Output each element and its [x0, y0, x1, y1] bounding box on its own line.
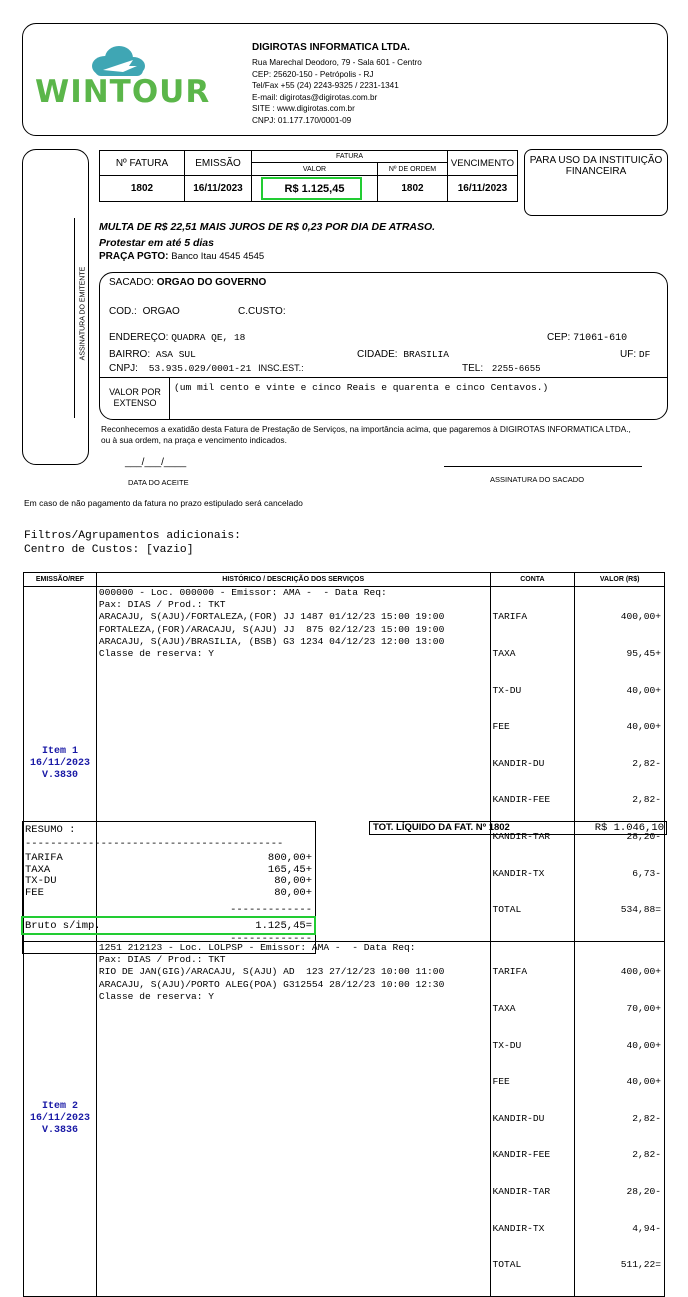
desc-line: 000000 - Loc. 000000 - Emissor: AMA - - Data Req: [98, 587, 387, 598]
sacado-name: ORGAO DO GOVERNO [156, 277, 267, 288]
insc-label: INSC.EST.: [258, 363, 304, 373]
resumo-row-label: TARIFA [25, 852, 63, 864]
emitente-signature-line [74, 218, 75, 418]
value: 2,82- [632, 1112, 661, 1124]
extenso-divider [100, 377, 667, 378]
endereco-label: ENDEREÇO: [109, 332, 169, 343]
account: TX-DU [492, 684, 522, 696]
uf-label: UF: [620, 349, 637, 360]
company-info [252, 57, 422, 127]
value: 95,45+ [626, 648, 661, 660]
desc-line: FORTALEZA,(FOR)/ARACAJU, S(AJU) JJ 875 02/12/23 15:00 19:00 [98, 623, 445, 635]
value: 40,00+ [626, 1076, 661, 1088]
company-site: SITE : www.digirotas.com.br [252, 104, 355, 114]
sacado-label: SACADO: [109, 277, 155, 288]
table-header [24, 573, 665, 587]
account: TARIFA [492, 966, 528, 978]
resumo-row [25, 876, 312, 888]
bruto-highlight [21, 916, 316, 935]
total-liquido-box [369, 821, 667, 835]
resumo-row-value: 800,00+ [267, 852, 312, 864]
item-accounts [490, 587, 575, 942]
resumo-row [25, 853, 312, 865]
company-address: Rua Marechal Deodoro, 79 - Sala 601 - Centro [252, 58, 422, 67]
resumo-row-label: TAXA [25, 863, 51, 876]
account: KANDIR-FEE [492, 1149, 551, 1161]
value-highlight [261, 177, 362, 200]
bairro-value: ASA SUL [155, 349, 196, 360]
extenso-label: VALOR POR EXTENSO [109, 387, 161, 408]
invoice-value: R$ 1.125,45 [251, 175, 378, 202]
logo-text: WINTOUR [35, 74, 211, 110]
cancel-notice: Em caso de não pagamento da fatura no prazo estipulado será cancelado [24, 498, 303, 508]
cod-label: COD.: [109, 306, 137, 317]
account: KANDIR-TAR [492, 1185, 551, 1197]
cidade-value: BRASILIA [403, 349, 449, 360]
reconhecemos-text: Reconhecemos a exatidão desta Fatura de Prestação de Serviços, na importância acima, que pagaremos à DIGIROTAS INFORMATICA LTDA., ou à sua ordem, na praça e vencimento indicados. [101, 424, 631, 445]
account: FEE [492, 1076, 510, 1088]
desc-line: ARACAJU, S(AJU)/FORTALEZA,(FOR) JJ 1487 01/12/23 15:00 19:00 [98, 611, 445, 623]
account: KANDIR-DU [492, 757, 545, 769]
desc-line: Classe de reserva: Y [98, 990, 215, 1002]
col-emissao-header: EMISSÃO [184, 150, 252, 176]
value: 40,00+ [626, 684, 661, 696]
resumo-row-label: FEE [25, 886, 44, 899]
desc-line: 1251 212123 - Loc. LOLPSP - Emissor: AMA - - Data Req: [98, 941, 416, 953]
bruto-label: Bruto s/imp. [25, 920, 101, 932]
account: TOTAL [492, 904, 522, 916]
resumo-row [25, 888, 312, 900]
sacado-cnpj [109, 363, 304, 374]
col-numero-header: Nº FATURA [99, 150, 185, 176]
desc-line: RIO DE JAN(GIG)/ARACAJU, S(AJU) AD 123 27/12/23 10:00 11:00 [98, 966, 445, 978]
cnpj-label: CNPJ: [109, 363, 138, 374]
value: 2,82- [632, 794, 661, 806]
item-description [96, 941, 490, 1296]
header-historico: HISTÓRICO / DESCRIÇÃO DOS SERVIÇOS [96, 573, 490, 587]
header-valor: VALOR (R$) [575, 573, 665, 587]
sacado-title [109, 277, 266, 288]
resumo-dashes: ----------------------------------------- [25, 838, 284, 850]
resumo-row-value: 80,00+ [274, 875, 312, 888]
value: 511,22= [620, 1259, 661, 1271]
resumo-end-dashes: ------------- [230, 933, 312, 945]
col-valor-header: VALOR [251, 162, 378, 176]
resumo-row-value: 165,45+ [267, 863, 312, 876]
value: 40,00+ [626, 721, 661, 733]
bank-use-label: PARA USO DA INSTITUIÇÃO FINANCEIRA [529, 155, 663, 177]
sacado-signature-label: ASSINATURA DO SACADO [490, 475, 585, 484]
cep-label: CEP: [547, 332, 571, 343]
filters-line-1: Filtros/Agrupamentos adicionais: [24, 530, 241, 542]
bank-use-box [524, 149, 668, 216]
cidade-label: CIDADE: [357, 349, 398, 360]
resumo-row-value: 80,00+ [274, 886, 312, 899]
praca-value: Banco Itau 4545 4545 [171, 251, 265, 262]
company-header [22, 23, 668, 136]
sacado-ccusto: C.CUSTO: [238, 306, 286, 317]
resumo-title: RESUMO : [25, 824, 76, 836]
extenso-value: (um mil cento e vinte e cinco Reais e quarenta e cinco Centavos.) [174, 382, 549, 393]
value: 28,20- [626, 831, 661, 843]
item-accounts [490, 941, 575, 1296]
invoice-emission-date: 16/11/2023 [184, 175, 252, 202]
value: 6,73- [632, 867, 661, 879]
company-name: DIGIROTAS INFORMATICA LTDA. [252, 42, 410, 53]
table-row [24, 941, 665, 1296]
bruto-value: 1.125,45= [255, 920, 312, 932]
item-date: 16/11/2023 [29, 757, 90, 769]
praca-pgto [99, 251, 264, 262]
item-values [575, 587, 665, 942]
col-vencimento-header: VENCIMENTO [447, 150, 518, 176]
value: 534,88= [620, 904, 661, 916]
cod-value: ORGAO [142, 306, 180, 317]
desc-line: Classe de reserva: Y [98, 648, 215, 660]
value: 28,20- [626, 1185, 661, 1197]
uf-value: DF [638, 349, 651, 360]
sacado-cod [109, 306, 180, 317]
account: TAXA [492, 648, 516, 660]
value: 2,82- [632, 1149, 661, 1161]
account: KANDIR-TX [492, 1222, 545, 1234]
col-ordem-header: Nº DE ORDEM [377, 162, 448, 176]
item-date: 16/11/2023 [29, 1112, 90, 1124]
account: KANDIR-FEE [492, 794, 551, 806]
resumo-row [25, 865, 312, 877]
cep-value: 71061-610 [573, 333, 628, 344]
item-ref [24, 941, 97, 1296]
tel-value: 2255-6655 [491, 364, 541, 374]
sacado-uf [620, 349, 650, 360]
value: 4,94- [632, 1222, 661, 1234]
sacado-cidade [357, 349, 449, 360]
account: KANDIR-TX [492, 867, 545, 879]
company-email: E-mail: digirotas@digirotas.com.br [252, 92, 378, 102]
item-version: V.3836 [41, 1124, 78, 1136]
total-liquido-label: TOT. LÍQUIDO DA FAT. Nº 1802 [373, 822, 510, 833]
value: 400,00+ [620, 966, 661, 978]
sacado-box [99, 272, 668, 420]
aceite-date-label: DATA DO ACEITE [128, 478, 189, 487]
col-fatura-header: FATURA [251, 150, 448, 163]
invoice-order-number: 1802 [377, 175, 448, 202]
bairro-label: BAIRRO: [109, 349, 151, 360]
header-emissao: EMISSÃO/REF [24, 573, 97, 587]
value: 40,00+ [626, 1039, 661, 1051]
sacado-cep [547, 332, 627, 344]
company-cnpj: CNPJ: 01.177.170/0001-09 [252, 115, 352, 125]
item-label: Item 1 [41, 745, 78, 757]
company-cep: CEP: 25620-150 - Petrópolis - RJ [252, 69, 374, 79]
account: TOTAL [492, 1259, 522, 1271]
item-label: Item 2 [41, 1100, 78, 1112]
praca-label: PRAÇA PGTO: [99, 251, 169, 262]
extenso-col-divider [169, 377, 170, 419]
emitente-signature-label: ASSINATURA DO EMITENTE [79, 266, 87, 361]
account: KANDIR-DU [492, 1112, 545, 1124]
value: 70,00+ [626, 1002, 661, 1014]
resumo-row-label: TX-DU [25, 875, 57, 888]
account: TX-DU [492, 1039, 522, 1051]
invoice-number: 1802 [99, 175, 185, 202]
header-conta: CONTA [490, 573, 575, 587]
resumo-rows [25, 853, 312, 899]
cnpj-value: 53.935.029/0001-21 [148, 363, 252, 374]
account: FEE [492, 721, 510, 733]
tel-label: TEL: [462, 363, 484, 374]
total-liquido-value: R$ 1.046,10 [594, 822, 664, 834]
desc-line: Pax: DIAS / Prod.: TKT [98, 954, 226, 966]
desc-line: Pax: DIAS / Prod.: TKT [98, 599, 226, 611]
invoice-due-date: 16/11/2023 [447, 175, 518, 202]
value: 400,00+ [620, 611, 661, 623]
item-values [575, 941, 665, 1296]
account: KANDIR-TAR [492, 831, 551, 843]
value: 2,82- [632, 757, 661, 769]
item-version: V.3830 [41, 769, 78, 781]
sacado-bairro [109, 349, 196, 360]
protestar-notice: Protestar em até 5 dias [99, 237, 214, 249]
endereco-value: QUADRA QE, 18 [171, 332, 246, 343]
logo [35, 44, 235, 124]
sacado-tel [462, 363, 541, 374]
company-phone: Tel/Fax +55 (24) 2243-9325 / 2231-1341 [252, 81, 399, 91]
desc-line: ARACAJU, S(AJU)/BRASILIA, (BSB) G3 1234 04/12/23 12:00 13:00 [98, 635, 445, 647]
desc-line: ARACAJU, S(AJU)/PORTO ALEG(POA) G312554 28/12/23 10:00 12:30 [98, 978, 445, 990]
sacado-endereco [109, 332, 245, 343]
account: TARIFA [492, 611, 528, 623]
aceite-date-placeholder: ___/___/____ [125, 457, 187, 468]
multa-notice: MULTA DE R$ 22,51 MAIS JUROS DE R$ 0,23 POR DIA DE ATRASO. [99, 221, 436, 233]
filters-line-2: Centro de Custos: [vazio] [24, 544, 194, 556]
account: TAXA [492, 1002, 516, 1014]
sacado-signature-line [444, 466, 642, 467]
resumo-sub-dashes: ------------- [230, 904, 312, 916]
